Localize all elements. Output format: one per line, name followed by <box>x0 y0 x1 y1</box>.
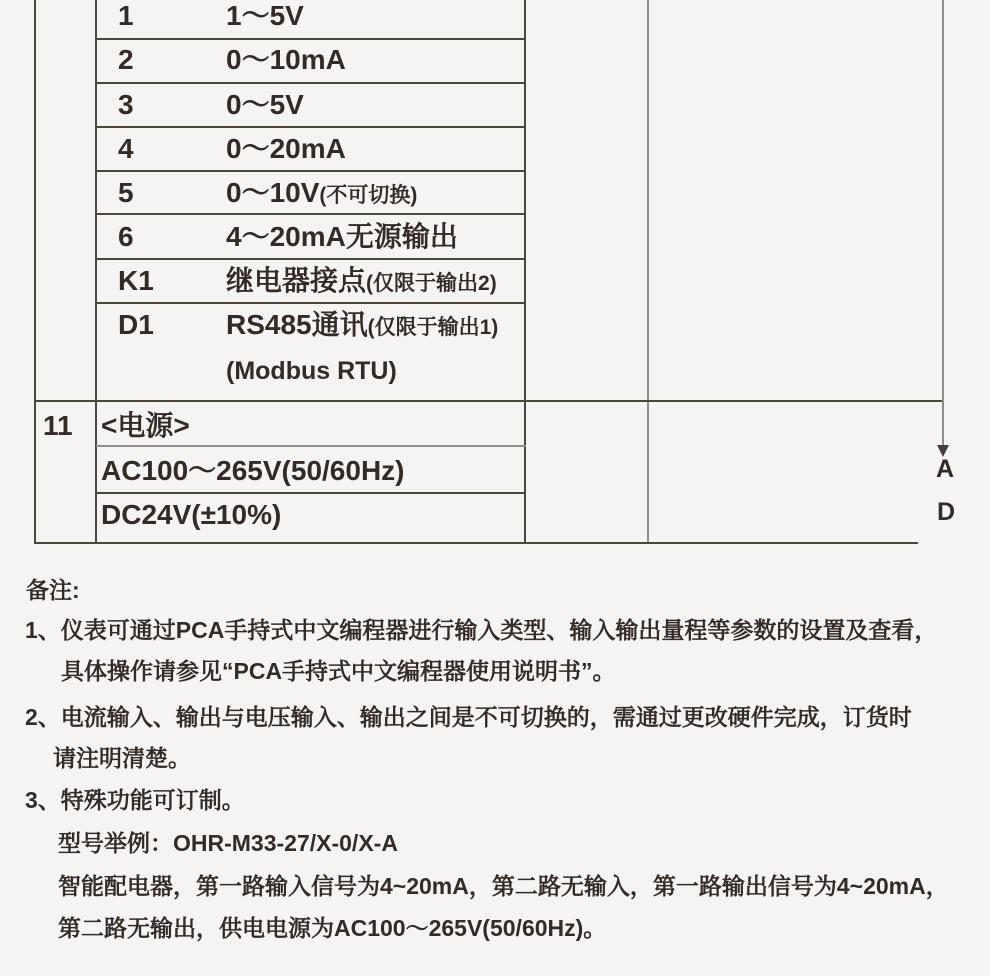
row-separator <box>96 492 526 494</box>
row-separator <box>96 38 526 40</box>
signal-code: 3 <box>118 89 134 120</box>
table-row <box>96 267 497 295</box>
table-row <box>96 91 304 119</box>
notes-title: 备注: <box>26 577 80 603</box>
power-option-dc: DC24V(±10%) <box>101 499 282 530</box>
table-row <box>96 46 346 74</box>
power-header: <电源> <box>101 410 190 441</box>
signal-note: (仅限于输出2) <box>366 272 497 295</box>
signal-note: (仅限于输出1) <box>367 316 499 339</box>
row-separator <box>96 302 526 304</box>
power-option-ac: AC100～265V(50/60Hz) <box>101 455 405 486</box>
signal-value: RS485通讯 <box>226 309 368 340</box>
signal-code: 5 <box>118 177 134 208</box>
leader-line <box>942 0 944 446</box>
row-separator <box>96 258 526 260</box>
power-row-top-border <box>34 400 944 402</box>
signal-code: 6 <box>118 221 134 252</box>
note-line-3: 3、特殊功能可订制。 <box>25 787 245 813</box>
signal-value: 0～20mA <box>226 133 346 164</box>
row-separator <box>96 82 526 84</box>
table-divider-middle-column <box>647 0 649 542</box>
signal-value: 0～10mA <box>226 44 346 75</box>
note-line-1b: 具体操作请参见“PCA手持式中文编程器使用说明书”。 <box>61 658 616 684</box>
modbus-note: (Modbus RTU) <box>226 357 397 385</box>
table-row <box>96 179 417 207</box>
row-separator <box>96 170 526 172</box>
note-line-2: 2、电流输入、输出与电压输入、输出之间是不可切换的，需通过更改硬件完成，订货时 <box>25 704 912 730</box>
signal-code: 4 <box>118 133 134 164</box>
row-separator <box>96 445 526 447</box>
table-row <box>96 311 498 339</box>
row-separator <box>96 126 526 128</box>
note-line-model-example: 型号举例：OHR-M33-27/X-0/X-A <box>58 830 398 856</box>
signal-note: (不可切换) <box>319 184 418 207</box>
note-line-example-desc-1: 智能配电器，第一路输入信号为4~20mA，第二路无输入，第一路输出信号为4~20mA， <box>58 873 949 899</box>
table-row <box>96 2 304 30</box>
signal-code: D1 <box>118 309 154 340</box>
table-border-bottom <box>34 542 918 544</box>
power-row-index: 11 <box>43 410 73 441</box>
note-line-1: 1、仪表可通过PCA手持式中文编程器进行输入类型、输入输出量程等参数的设置及查看， <box>25 617 938 643</box>
note-line-2b: 请注明清楚。 <box>53 745 191 771</box>
note-line-example-desc-2: 第二路无输出，供电电源为AC100～265V(50/60Hz)。 <box>58 915 607 941</box>
signal-value: 0～10V <box>226 177 320 208</box>
table-row <box>96 223 458 251</box>
table-row <box>96 135 346 163</box>
row-separator <box>96 213 526 215</box>
signal-value: 4～20mA无源输出 <box>226 221 458 252</box>
power-code-a: A <box>936 455 955 483</box>
table-border-left <box>34 0 36 542</box>
signal-code: 1 <box>118 0 134 31</box>
signal-value: 继电器接点 <box>226 265 367 296</box>
signal-value: 0～5V <box>226 89 304 120</box>
signal-value: 1～5V <box>226 0 304 31</box>
signal-code: K1 <box>118 265 154 296</box>
signal-code: 2 <box>118 44 134 75</box>
power-code-d: D <box>937 498 956 526</box>
